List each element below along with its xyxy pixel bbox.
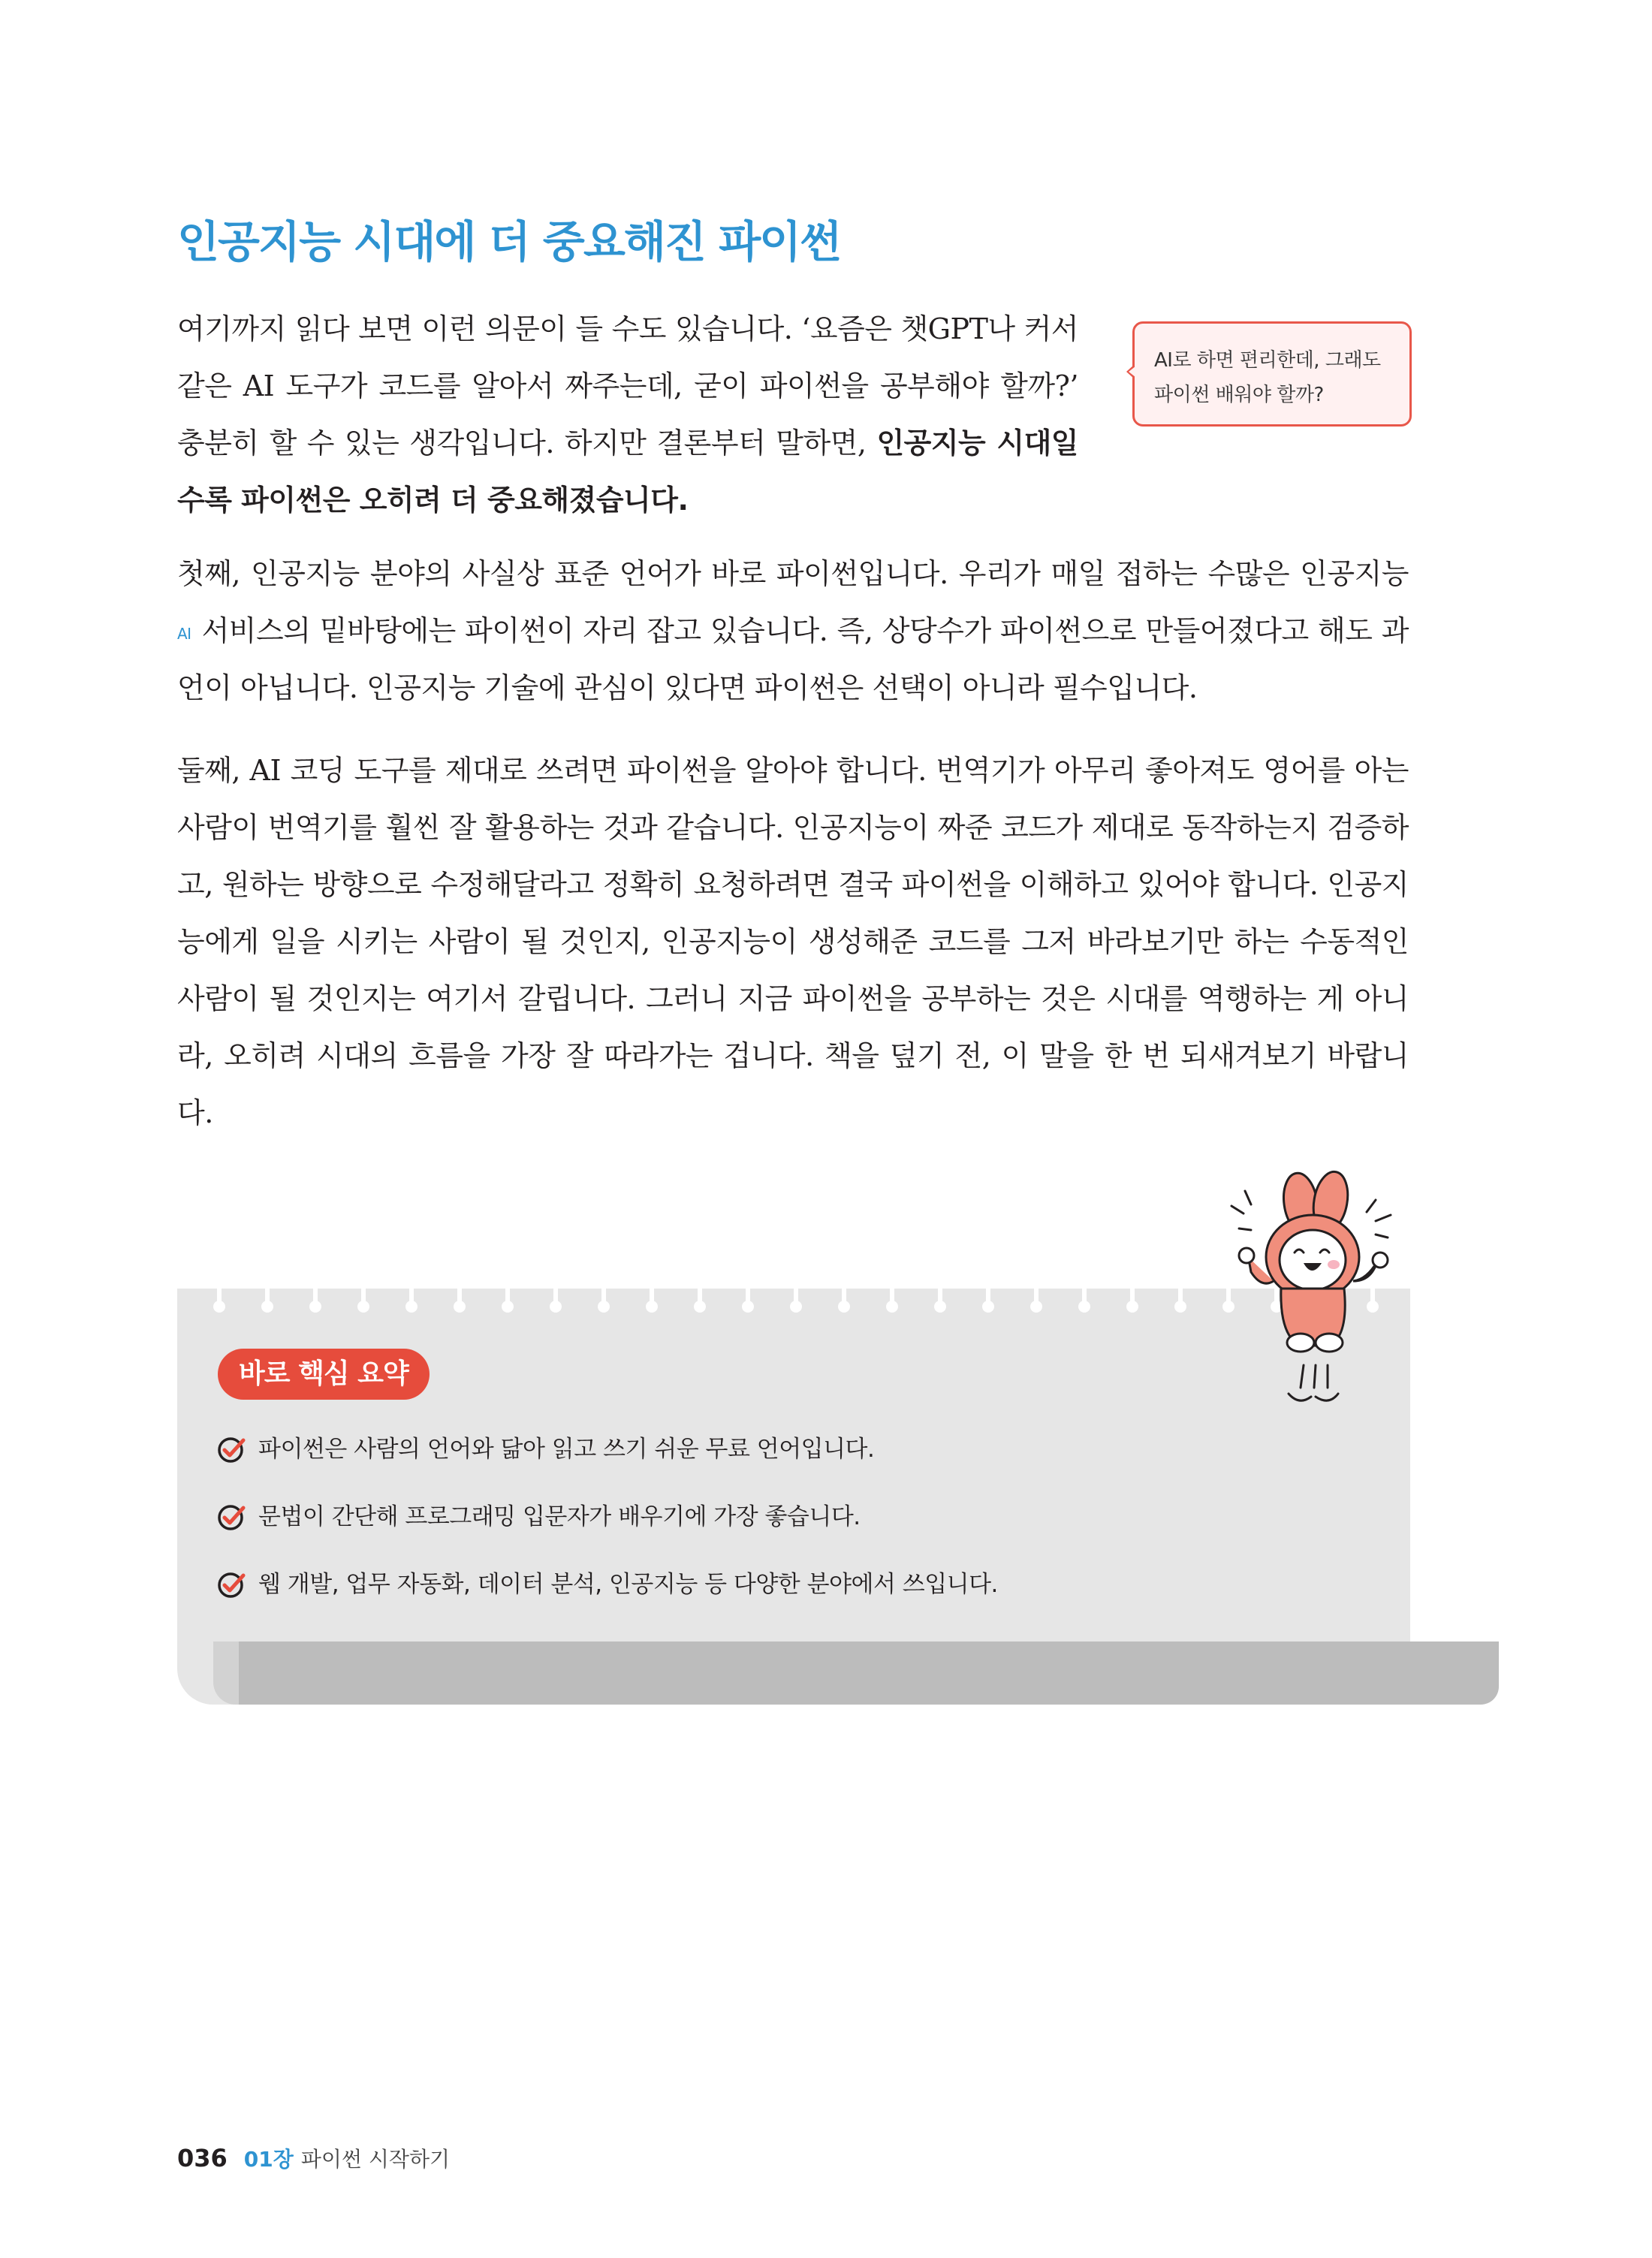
summary-item-text: 파이썬은 사람의 언어와 닮아 읽고 쓰기 쉬운 무료 언어입니다.	[258, 1436, 875, 1463]
paragraph-intro-text: 여기까지 읽다 보면 이런 의문이 들 수도 있습니다. ‘요즘은 챗GPT나 커서 같은 AI 도구가 코드를 알아서 짜주는데, 굳이 파이썬을 공부해야 할까?’ 충분히 할 수 있는 생각입니다. 하지만 결론부터 말하면,	[177, 312, 1078, 460]
paragraph-intro-bold: 인공지능 시대일수록 파이썬은 오히려 더 중요해졌습니다.	[177, 427, 1079, 517]
page-footer	[177, 2143, 450, 2175]
summary-paper-bottom-edge	[234, 1641, 1499, 1705]
summary-paper-curl-shadow	[213, 1641, 239, 1705]
check-circle-icon	[216, 1569, 246, 1599]
paragraph-first-reason-part2: 서비스의 밑바탕에는 파이썬이 자리 잡고 있습니다. 즉, 상당수가 파이썬으로 만들어졌다고 해도 과언이 아닙니다. 인공지능 기술에 관심이 있다면 파이썬은 선택이 아니라 필수입니다.	[177, 614, 1409, 704]
paragraph-first-reason	[177, 545, 1409, 716]
speech-bubble-line-2: 파이썬 배워야 할까?	[1154, 384, 1324, 406]
summary-item-text: 웹 개발, 업무 자동화, 데이터 분석, 인공지능 등 다양한 분야에서 쓰입니다.	[258, 1571, 998, 1598]
section-heading: 인공지능 시대에 더 중요해진 파이썬	[177, 216, 841, 267]
chapter-label: 01장	[243, 2147, 294, 2172]
summary-title-badge: 바로 핵심 요약	[218, 1349, 430, 1400]
paragraph-second-reason: 둘째, AI 코딩 도구를 제대로 쓰려면 파이썬을 알아야 합니다. 번역기가 아무리 좋아져도 영어를 아는 사람이 번역기를 훨씬 잘 활용하는 것과 같습니다. 인공지능이 짜준 코드가 제대로 동작하는지 검증하고, 원하는 방향으로 수정해달라고 정확히 요청하려면 결국 파이썬을 이해하고 있어야 합니다. 인공지능에게 일을 시키는 사람이 될 것인지, 인공지능이 생성해준 코드를 그저 바라보기만 하는 수동적인 사람이 될 것인지는 여기서 갈립니다. 그러니 지금 파이썬을 공부하는 것은 시대를 역행하는 게 아니라, 오히려 시대의 흐름을 가장 잘 따라가는 겁니다. 책을 덮기 전, 이 말을 한 번 되새겨보기 바랍니다.	[177, 754, 1409, 1129]
paragraph-intro	[177, 300, 1078, 529]
jump-lines-icon	[1289, 1365, 1338, 1400]
rabbit-hood-character-icon	[1216, 1168, 1404, 1416]
ai-gloss-mark: AI	[177, 625, 191, 643]
check-circle-icon	[216, 1434, 246, 1464]
check-circle-icon	[216, 1502, 246, 1532]
speech-bubble	[1132, 321, 1412, 427]
summary-item-text: 문법이 간단해 프로그래밍 입문자가 배우기에 가장 좋습니다.	[258, 1503, 861, 1530]
page-number: 036	[177, 2144, 228, 2172]
paragraph-first-reason-part1: 첫째, 인공지능 분야의 사실상 표준 언어가 바로 파이썬입니다. 우리가 매일 접하는 수많은 인공지능	[177, 557, 1409, 590]
speech-bubble-line-1: AI로 하면 편리한데, 그래도	[1154, 349, 1381, 372]
chapter-title: 파이썬 시작하기	[300, 2147, 451, 2172]
